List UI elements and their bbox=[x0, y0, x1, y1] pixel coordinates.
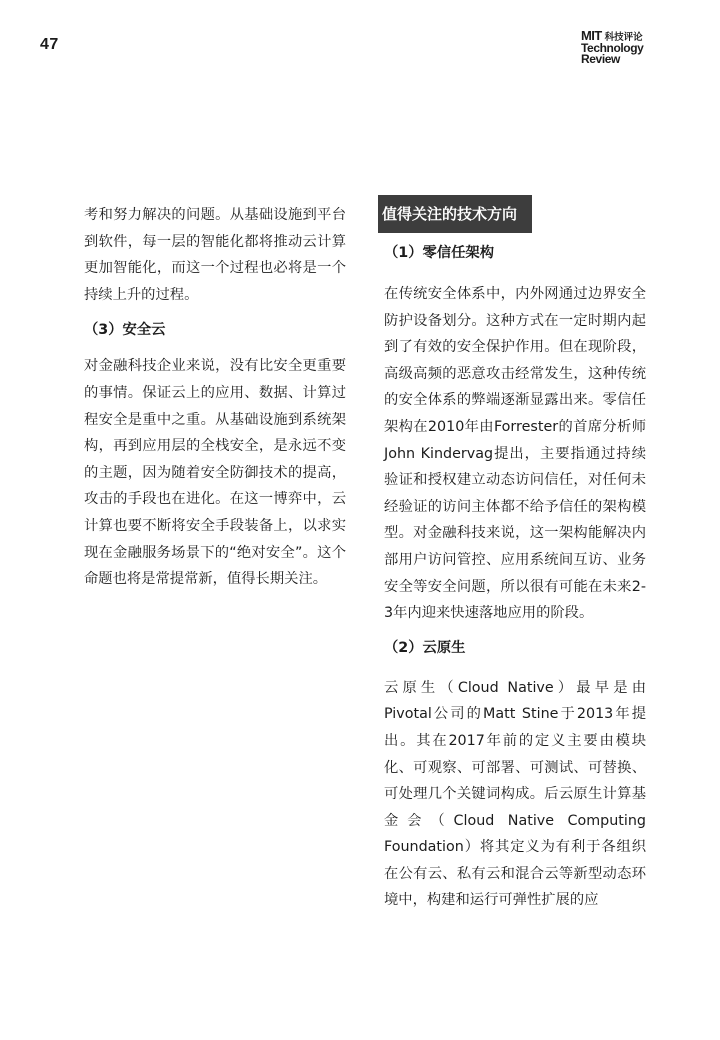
left-column bbox=[84, 202, 346, 593]
section-title-box: 值得关注的技术方向 bbox=[378, 195, 532, 233]
logo-technology: Technology bbox=[581, 41, 644, 55]
left-paragraph-1: 考和努力解决的问题。从基础设施到平台到软件，每一层的智能化都将推动云计算更加智能化，而这一个过程也必将是一个持续上升的过程。 bbox=[84, 207, 346, 303]
mit-technology-review-logo bbox=[581, 30, 671, 65]
subheading-zero-trust: （1）零信任架构 bbox=[384, 245, 495, 261]
right-paragraph-2: 云原生（Cloud Native）最早是由Pivotal公司的Matt Stine于2013年提出。其在2017年前的定义主要由模块化、可观察、可部署、可测试、可替换、可处理几个关键词构成。后云原生计算基金会（Cloud Native Computing Foundation）将其定义为有利于各组织在公有云、私有云和混合云等新型动态环境中，构建和运行可弹性扩展的应 bbox=[384, 679, 646, 909]
subheading-secure-cloud: （3）安全云 bbox=[84, 322, 166, 339]
page-number: 47 bbox=[40, 36, 59, 53]
right-column bbox=[384, 195, 646, 914]
left-paragraph-2: 对金融科技企业来说，没有比安全更重要的事情。保证云上的应用、数据、计算过程安全是重中之重。从基础设施到系统架构，再到应用层的全栈安全，是永远不变的主题，因为随着安全防御技术的提高，攻击的手段也在进化。在这一博弈中，云计算也要不断将安全手段装备上，以求实现在金融服务场景下的“绝对安全”。这个命题也将是常提常新，值得长期关注。 bbox=[84, 358, 346, 588]
logo-review: Review bbox=[581, 52, 620, 66]
right-paragraph-1: 在传统安全体系中，内外网通过边界安全防护设备划分。这种方式在一定时期内起到了有效的安全保护作用。但在现阶段，高级高频的恶意攻击经常发生，这种传统的安全体系的弊端逐渐显露出来。零信任架构在2010年由Forrester的首席分析师John Kindervag提出，主要指通过持续验证和授权建立动态访问信任，对任何未经验证的访问主体都不给予信任的架构模型。对金融科技来说，这一架构能解决内部用户访问管控、应用系统间互访、业务安全等安全问题，所以很有可能在未来2-3年内迎来快速落地应用的阶段。 bbox=[384, 286, 646, 622]
subheading-cloud-native: （2）云原生 bbox=[384, 639, 466, 656]
logo-chinese-name: 科技评论 bbox=[604, 32, 643, 43]
logo-mit: MIT bbox=[581, 28, 602, 43]
